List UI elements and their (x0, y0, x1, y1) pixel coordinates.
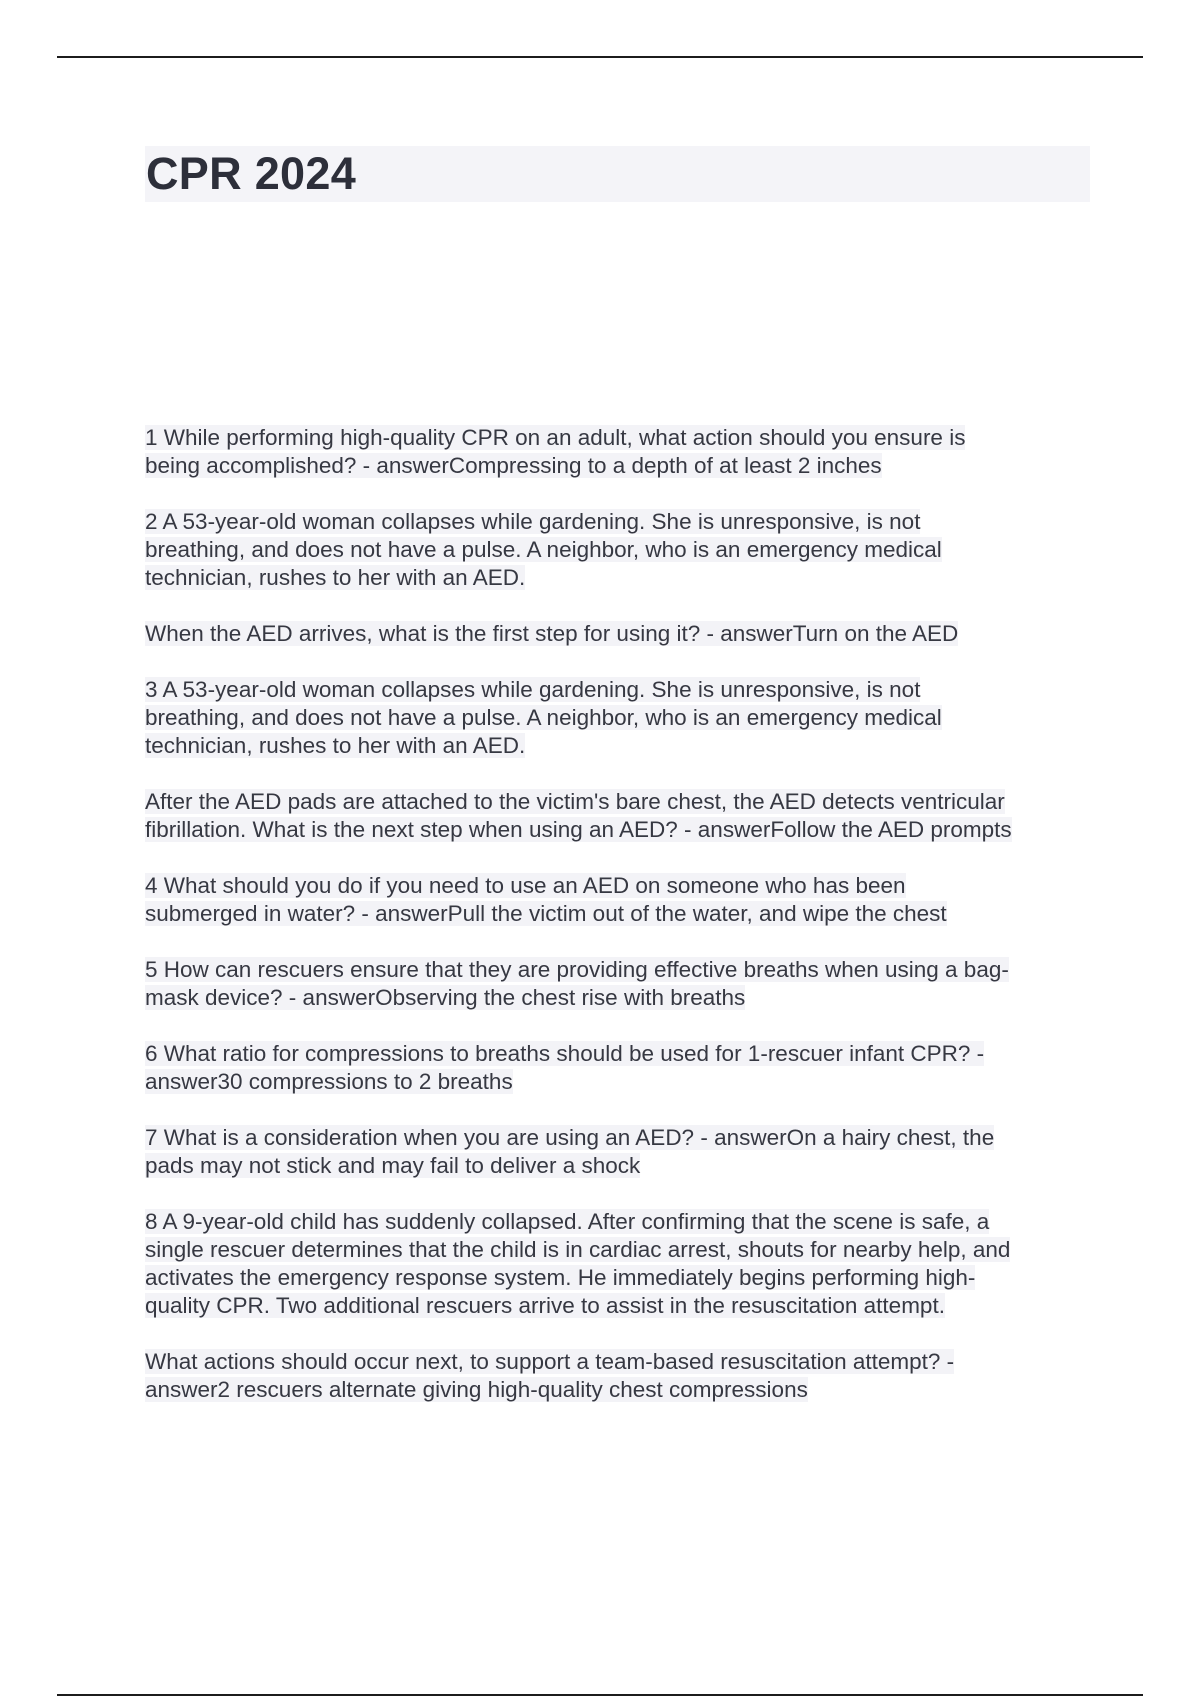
text-line (145, 1376, 1085, 1404)
qa-paragraph (145, 1208, 1085, 1320)
text-line (145, 508, 1085, 536)
text-line-content: After the AED pads are attached to the victim's bare chest, the AED detects ventricular (145, 789, 1005, 814)
qa-paragraph (145, 620, 1085, 648)
text-line (145, 900, 1085, 928)
qa-paragraph (145, 1348, 1085, 1404)
text-line-content: pads may not stick and may fail to deliver a shock (145, 1153, 641, 1178)
text-line-content: 7 What is a consideration when you are using an AED? - answerOn a hairy chest, the (145, 1125, 995, 1150)
qa-paragraph (145, 424, 1085, 480)
text-line (145, 956, 1085, 984)
text-line-content: breathing, and does not have a pulse. A neighbor, who is an emergency medical (145, 537, 942, 562)
text-line-content: single rescuer determines that the child is in cardiac arrest, shouts for nearby help, and (145, 1237, 1011, 1262)
text-line (145, 1348, 1085, 1376)
text-line (145, 1236, 1085, 1264)
qa-paragraph (145, 788, 1085, 844)
text-line-content: fibrillation. What is the next step when using an AED? - answerFollow the AED prompts (145, 817, 1012, 842)
text-line-content: activates the emergency response system. He immediately begins performing high- (145, 1265, 976, 1290)
text-line (145, 676, 1085, 704)
qa-paragraph (145, 1040, 1085, 1096)
document-title: CPR 2024 (146, 148, 357, 199)
question-list (145, 424, 1085, 1432)
text-line (145, 1040, 1085, 1068)
text-line-content: submerged in water? - answerPull the victim out of the water, and wipe the chest (145, 901, 947, 926)
text-line (145, 1152, 1085, 1180)
text-line-content: 3 A 53-year-old woman collapses while gardening. She is unresponsive, is not (145, 677, 921, 702)
text-line (145, 564, 1085, 592)
text-line-content: answer2 rescuers alternate giving high-quality chest compressions (145, 1377, 808, 1402)
text-line (145, 1292, 1085, 1320)
text-line (145, 816, 1085, 844)
text-line (145, 452, 1085, 480)
top-rule (57, 56, 1143, 58)
qa-paragraph (145, 872, 1085, 928)
text-line-content: quality CPR. Two additional rescuers arrive to assist in the resuscitation attempt. (145, 1293, 945, 1318)
text-line-content: 2 A 53-year-old woman collapses while gardening. She is unresponsive, is not (145, 509, 921, 534)
text-line-content: technician, rushes to her with an AED. (145, 565, 526, 590)
text-line-content: 4 What should you do if you need to use an AED on someone who has been (145, 873, 906, 898)
text-line (145, 424, 1085, 452)
text-line (145, 704, 1085, 732)
text-line-content: When the AED arrives, what is the first step for using it? - answerTurn on the AED (145, 621, 959, 646)
text-line-content: technician, rushes to her with an AED. (145, 733, 526, 758)
text-line (145, 1068, 1085, 1096)
text-line (145, 536, 1085, 564)
text-line-content: mask device? - answerObserving the chest rise with breaths (145, 985, 746, 1010)
text-line-content: 6 What ratio for compressions to breaths should be used for 1-rescuer infant CPR? - (145, 1041, 985, 1066)
bottom-rule (57, 1694, 1143, 1696)
text-line-content: 5 How can rescuers ensure that they are providing effective breaths when using a bag- (145, 957, 1009, 982)
text-line (145, 788, 1085, 816)
text-line (145, 872, 1085, 900)
text-line-content: answer30 compressions to 2 breaths (145, 1069, 513, 1094)
text-line-content: 8 A 9-year-old child has suddenly collapsed. After confirming that the scene is safe, a (145, 1209, 990, 1234)
text-line (145, 984, 1085, 1012)
text-line-content: being accomplished? - answerCompressing to a depth of at least 2 inches (145, 453, 882, 478)
text-line-content: 1 While performing high-quality CPR on an adult, what action should you ensure is (145, 425, 966, 450)
text-line (145, 1124, 1085, 1152)
text-line-content: What actions should occur next, to support a team-based resuscitation attempt? - (145, 1349, 955, 1374)
text-line (145, 620, 1085, 648)
qa-paragraph (145, 508, 1085, 592)
text-line (145, 1208, 1085, 1236)
text-line-content: breathing, and does not have a pulse. A neighbor, who is an emergency medical (145, 705, 942, 730)
qa-paragraph (145, 1124, 1085, 1180)
qa-paragraph (145, 956, 1085, 1012)
qa-paragraph (145, 676, 1085, 760)
text-line (145, 1264, 1085, 1292)
text-line (145, 732, 1085, 760)
